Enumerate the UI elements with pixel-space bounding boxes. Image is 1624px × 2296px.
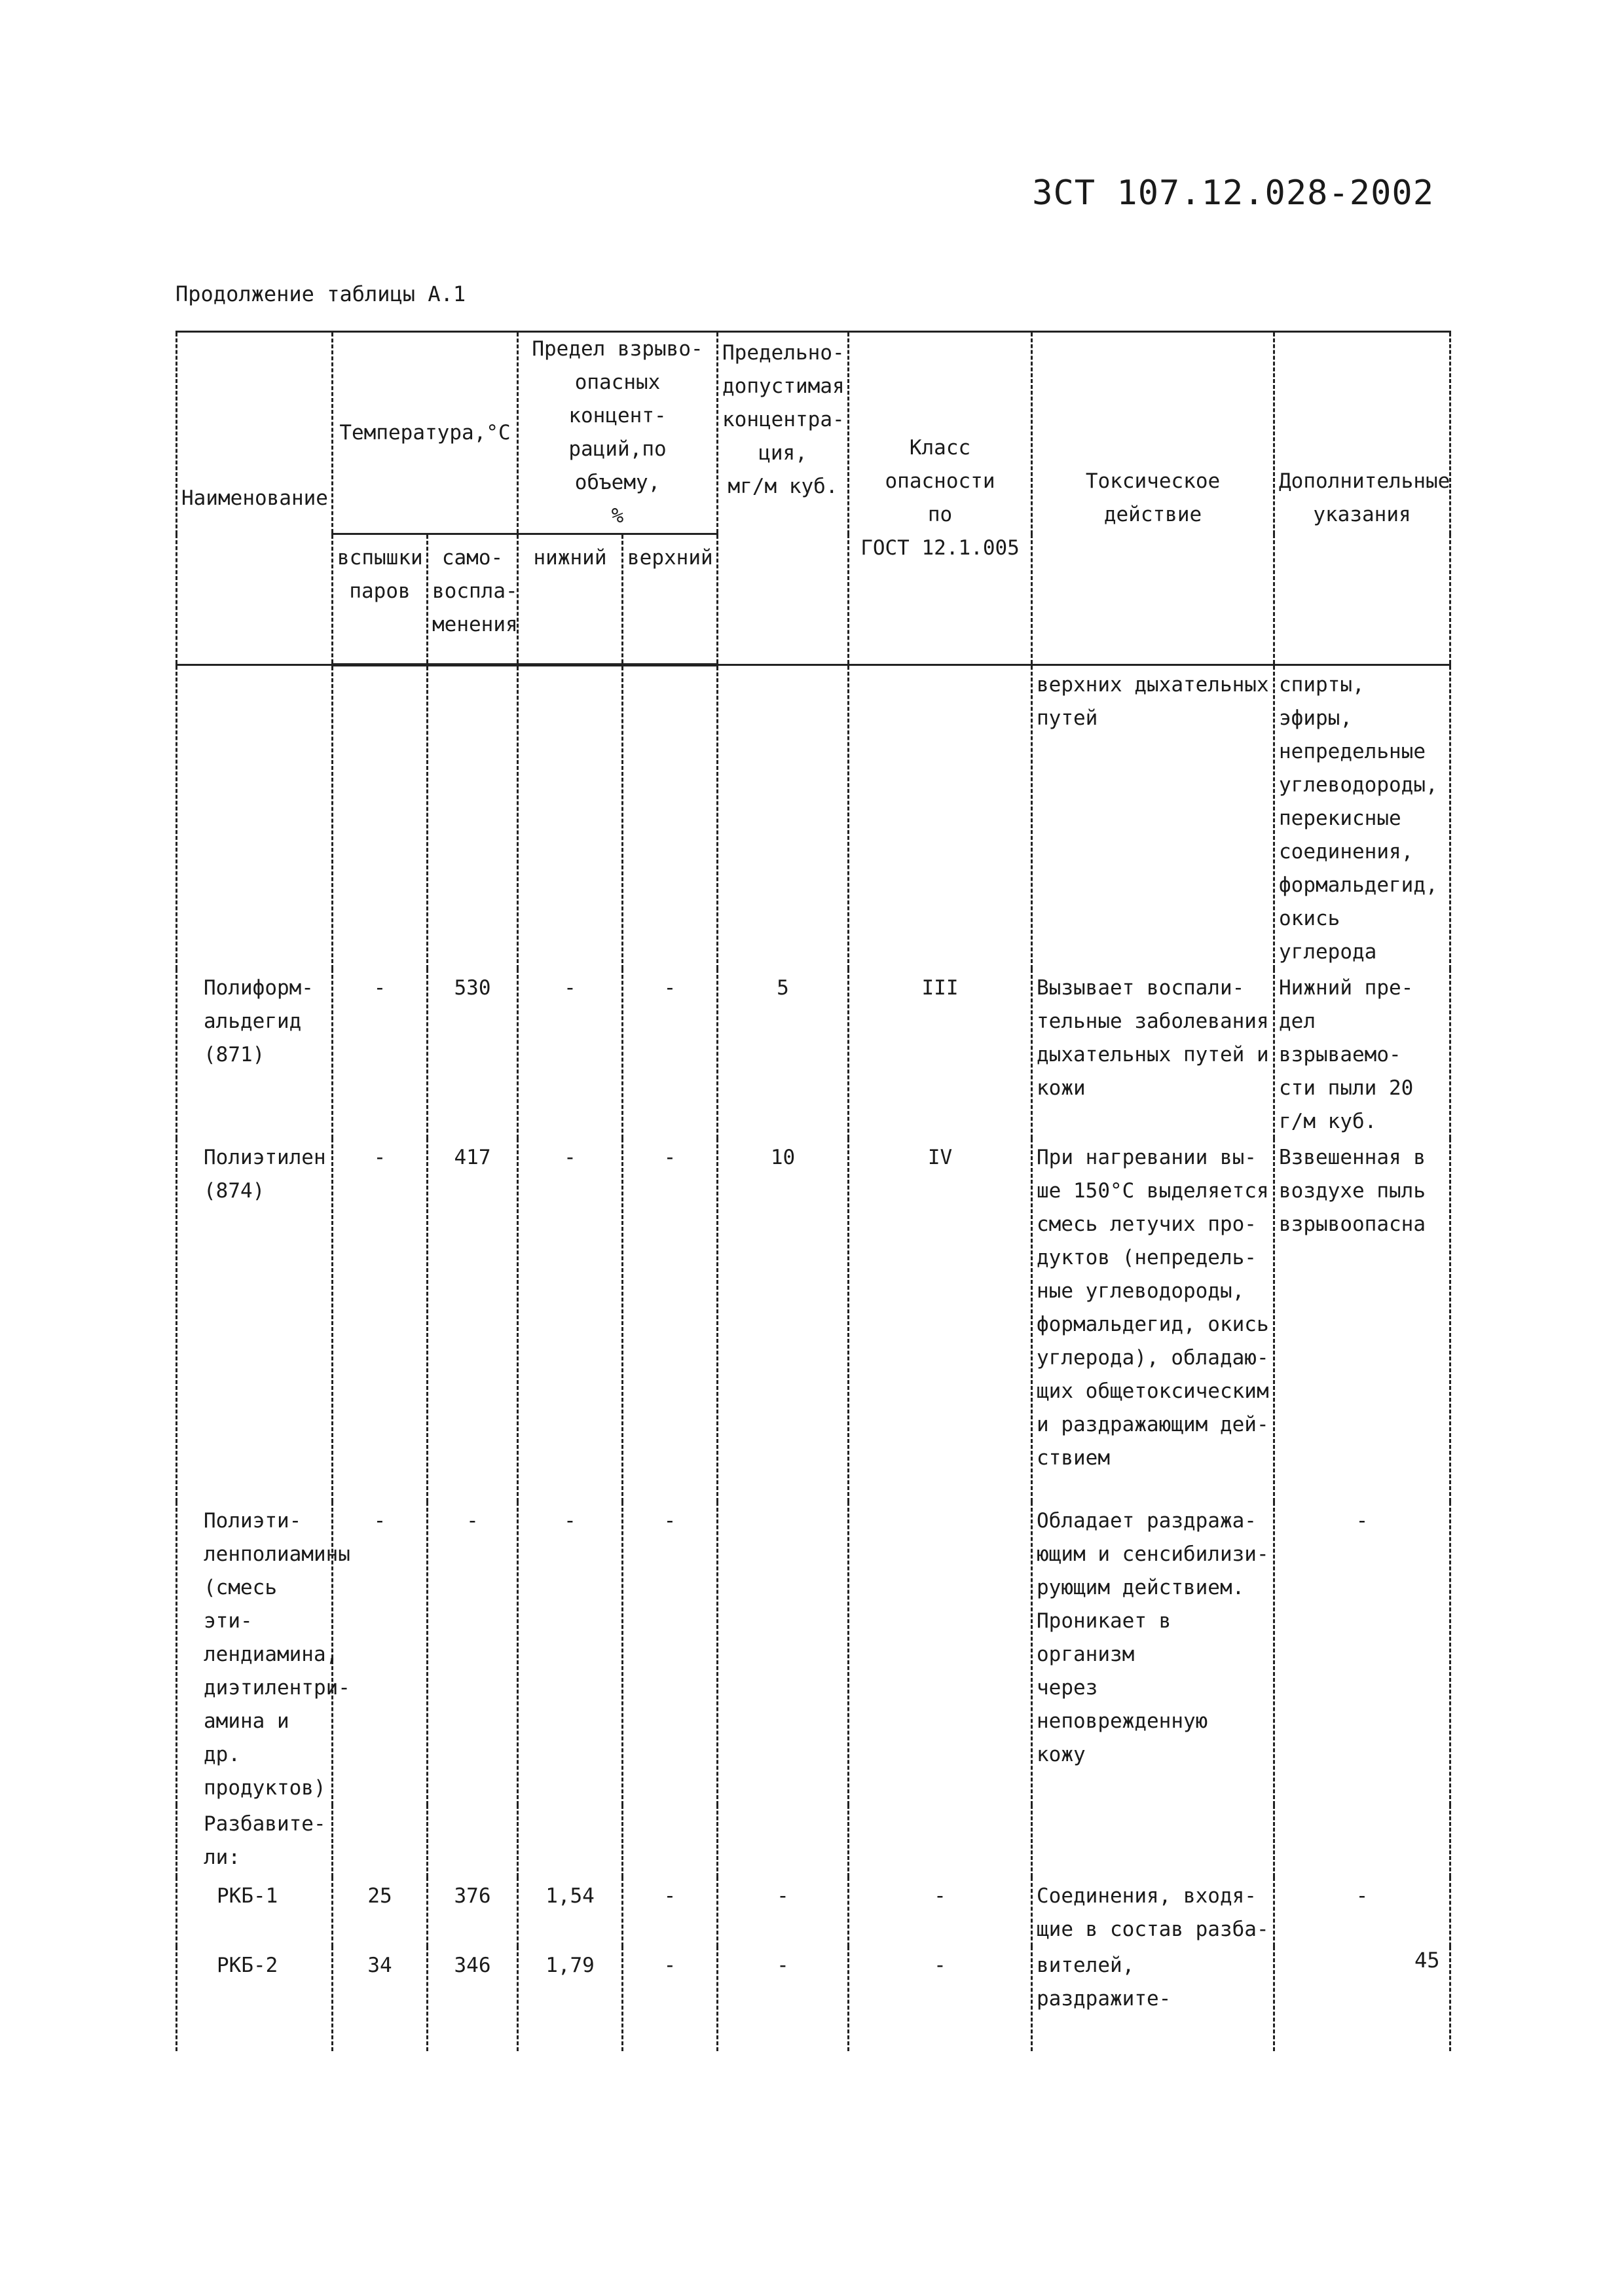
table-row [177,1946,1450,2051]
cell-flash: - [333,1139,428,1502]
cell-hazard-class: III [849,969,1032,1139]
cell-mpc: - [718,1946,849,2051]
table-row [177,1805,1450,1877]
cell-name: Полиэти- ленполиамины (смесь эти- лендиамина, диэтилентри- амина и др. продуктов) [177,1502,333,1805]
cell-lower: - [518,969,623,1139]
cell-upper: - [623,1946,718,2051]
cell-name: Полиформ- альдегид (871) [177,969,333,1139]
cell-autoignition [428,1805,518,1877]
cell-mpc: 10 [718,1139,849,1502]
cell-mpc: - [718,1877,849,1946]
cell-mpc: 5 [718,969,849,1139]
header-toxic-effect: Токсическое действие [1032,332,1274,665]
cell-mpc [718,665,849,970]
cell-notes: Взвешенная в воздухе пыль взрывоопасна [1274,1139,1450,1502]
table-row [177,665,1450,970]
cell-autoignition [428,665,518,970]
cell-name [177,665,333,970]
hazard-table [175,331,1451,2051]
cell-toxic-effect: Соединения, входя- щие в состав разба- [1032,1877,1274,1946]
cell-flash [333,1805,428,1877]
header-upper: верхний [623,534,718,665]
cell-notes: спирты, эфиры, непредельные углеводороды, перекисные соединения, формальдегид, окись углерода [1274,665,1450,970]
cell-hazard-class: - [849,1877,1032,1946]
cell-autoignition: 530 [428,969,518,1139]
table-row [177,1877,1450,1946]
cell-hazard-class [849,1805,1032,1877]
cell-flash: 25 [333,1877,428,1946]
cell-flash [333,665,428,970]
page-number: 45 [1414,1948,1440,1973]
cell-lower: - [518,1502,623,1805]
cell-mpc [718,1502,849,1805]
table-row [177,969,1450,1139]
cell-hazard-class [849,665,1032,970]
cell-name: РКБ-2 [177,1946,333,2051]
cell-toxic-effect: При нагревании вы- ше 150°С выделяется смесь летучих про- дуктов (непредель- ные углеводороды, формальдегид, окись углерода), обладаю- щих общетоксическим и раздражающим дей- ствием [1032,1139,1274,1502]
cell-notes: Нижний пре- дел взрываемо- сти пыли 20 г/м куб. [1274,969,1450,1139]
cell-name: Разбавите- ли: [177,1805,333,1877]
cell-autoignition: - [428,1502,518,1805]
cell-name: РКБ-1 [177,1877,333,1946]
cell-mpc [718,1805,849,1877]
cell-autoignition: 376 [428,1877,518,1946]
cell-notes: - [1274,1877,1450,1946]
cell-hazard-class: - [849,1946,1032,2051]
header-lower: нижний [518,534,623,665]
cell-toxic-effect [1032,1805,1274,1877]
table-row [177,1139,1450,1502]
cell-notes: - [1274,1502,1450,1805]
header-hazard-class: Класс опасности по ГОСТ 12.1.005 [849,332,1032,665]
cell-upper: - [623,969,718,1139]
header-mpc: Предельно- допустимая концентра- ция, мг/м куб. [718,332,849,665]
cell-notes [1274,1805,1450,1877]
cell-lower: 1,79 [518,1946,623,2051]
table-caption: Продолжение таблицы А.1 [175,282,466,306]
cell-toxic-effect: Вызывает воспали- тельные заболевания дыхательных путей и кожи [1032,969,1274,1139]
header-notes: Дополнительные указания [1274,332,1450,665]
cell-upper: - [623,1139,718,1502]
document-code: ЗСТ 107.12.028-2002 [1032,173,1434,213]
cell-flash: - [333,1502,428,1805]
cell-toxic-effect: Обладает раздража- ющим и сенсибилизи- рующим действием. Проникает в организм через неповрежденную кожу [1032,1502,1274,1805]
cell-toxic-effect: вителей, раздражите- [1032,1946,1274,2051]
header-flash: вспышки паров [333,534,428,665]
header-temperature: Температура,°С [333,332,518,534]
cell-hazard-class [849,1502,1032,1805]
cell-hazard-class: IV [849,1139,1032,1502]
cell-upper: - [623,1502,718,1805]
cell-lower: - [518,1139,623,1502]
cell-autoignition: 346 [428,1946,518,2051]
cell-lower: 1,54 [518,1877,623,1946]
cell-lower [518,1805,623,1877]
cell-autoignition: 417 [428,1139,518,1502]
cell-name: Полиэтилен (874) [177,1139,333,1502]
cell-flash: 34 [333,1946,428,2051]
cell-upper [623,665,718,970]
header-explosive-limits: Предел взрыво- опасных концент- раций,по объему, % [518,332,718,534]
cell-upper [623,1805,718,1877]
cell-lower [518,665,623,970]
cell-toxic-effect: верхних дыхательных путей [1032,665,1274,970]
cell-flash: - [333,969,428,1139]
header-name: Наименование [177,332,333,665]
cell-upper: - [623,1877,718,1946]
table-row [177,1502,1450,1805]
header-autoignition: само- воспла- менения [428,534,518,665]
